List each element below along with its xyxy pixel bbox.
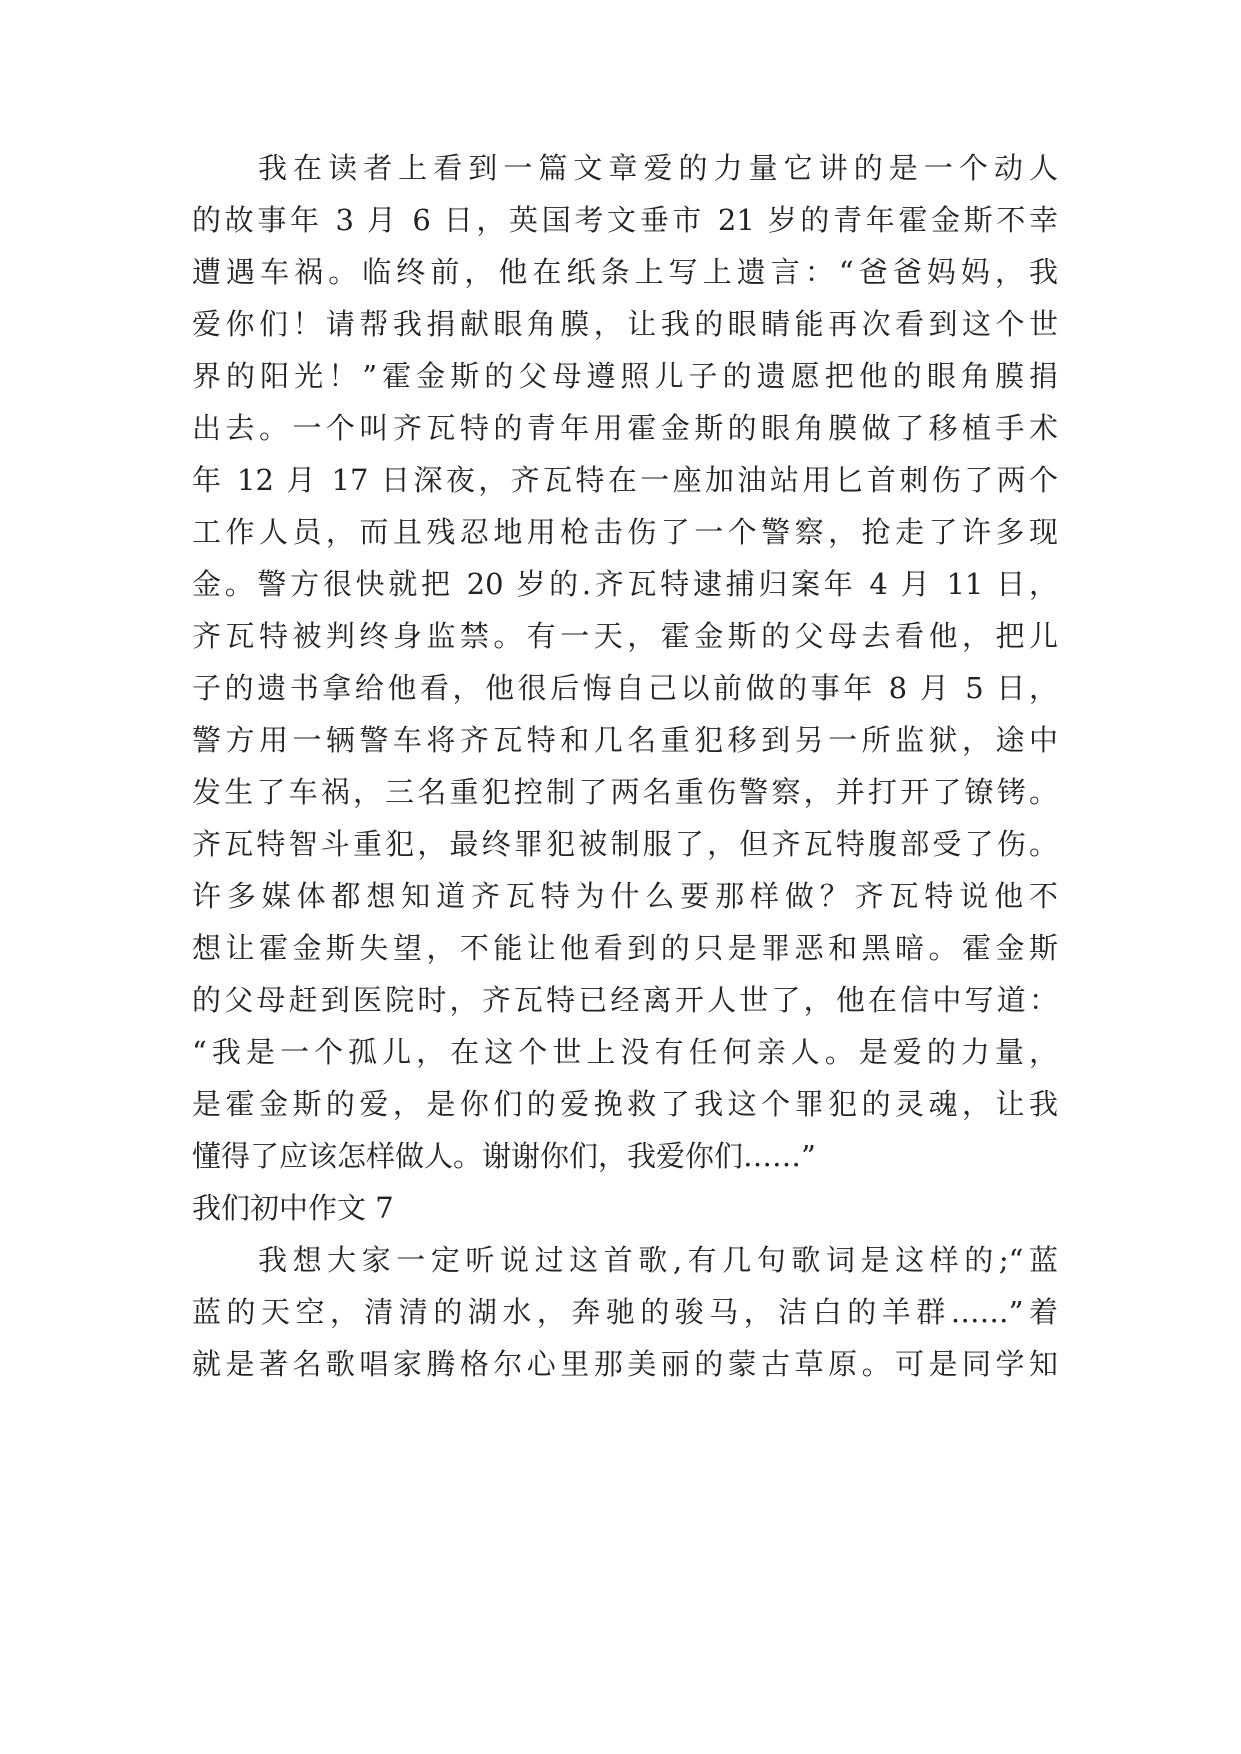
paragraph-1-line-6: 出去。一个叫齐瓦特的青年用霍金斯的眼角膜做了移植手术 <box>192 411 1058 445</box>
paragraph-1-line-1: 我在读者上看到一篇文章爱的力量它讲的是一个动人 <box>258 151 1058 185</box>
paragraph-1-line-5: 界的阳光！”霍金斯的父母遵照儿子的遗愿把他的眼角膜捐 <box>192 359 1058 393</box>
paragraph-1-line-3: 遭遇车祸。临终前，他在纸条上写上遗言：“爸爸妈妈，我 <box>192 255 1058 289</box>
paragraph-1-line-17: 的父母赶到医院时，齐瓦特已经离开人世了，他在信中写道： <box>192 983 1058 1017</box>
paragraph-1-line-14: 齐瓦特智斗重犯，最终罪犯被制服了，但齐瓦特腹部受了伤。 <box>192 827 1058 861</box>
paragraph-1-line-18: “我是一个孤儿，在这个世上没有任何亲人。是爱的力量， <box>192 1035 1058 1069</box>
paragraph-2-line-1: 我想大家一定听说过这首歌,有几句歌词是这样的;“蓝 <box>258 1243 1058 1277</box>
paragraph-1-line-12: 警方用一辆警车将齐瓦特和几名重犯移到另一所监狱，途中 <box>192 723 1058 757</box>
paragraph-1-line-2: 的故事年 3 月 6 日，英国考文垂市 21 岁的青年霍金斯不幸 <box>192 203 1058 237</box>
paragraph-2-line-2: 蓝的天空，清清的湖水，奔驰的骏马，洁白的羊群……”着 <box>192 1295 1058 1329</box>
paragraph-1-line-19: 是霍金斯的爱，是你们的爱挽救了我这个罪犯的灵魂，让我 <box>192 1087 1058 1121</box>
paragraph-1-line-4: 爱你们！请帮我捐献眼角膜，让我的眼睛能再次看到这个世 <box>192 307 1058 341</box>
paragraph-2-line-3: 就是著名歌唱家腾格尔心里那美丽的蒙古草原。可是同学知 <box>192 1347 1058 1381</box>
section-heading: 我们初中作文 7 <box>192 1191 394 1225</box>
paragraph-1-line-13: 发生了车祸，三名重犯控制了两名重伤警察，并打开了镣铐。 <box>192 775 1058 809</box>
paragraph-1-line-7: 年 12 月 17 日深夜，齐瓦特在一座加油站用匕首刺伤了两个 <box>192 463 1058 497</box>
paragraph-1-line-8: 工作人员，而且残忍地用枪击伤了一个警察，抢走了许多现 <box>192 515 1058 549</box>
paragraph-1-line-20: 懂得了应该怎样做人。谢谢你们，我爱你们……” <box>192 1139 816 1173</box>
paragraph-1-line-16: 想让霍金斯失望，不能让他看到的只是罪恶和黑暗。霍金斯 <box>192 931 1058 965</box>
paragraph-1-line-10: 齐瓦特被判终身监禁。有一天，霍金斯的父母去看他，把儿 <box>192 619 1058 653</box>
paragraph-1-line-15: 许多媒体都想知道齐瓦特为什么要那样做？齐瓦特说他不 <box>192 879 1058 913</box>
paragraph-1-line-9: 金。警方很快就把 20 岁的.齐瓦特逮捕归案年 4 月 11 日， <box>192 567 1058 601</box>
paragraph-1-line-11: 子的遗书拿给他看，他很后悔自己以前做的事年 8 月 5 日， <box>192 671 1058 705</box>
